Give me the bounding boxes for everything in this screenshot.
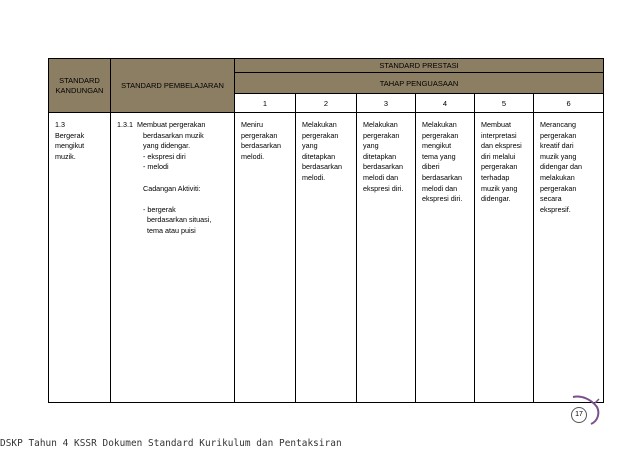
level-3-line: Melakukan <box>363 120 398 129</box>
level-2-line: Melakukan <box>302 120 337 129</box>
level-4-line: berdasarkan <box>422 172 462 182</box>
level-1-line: pergerakan <box>241 130 278 140</box>
level-4-line: diberi <box>422 162 440 172</box>
standards-table <box>48 58 604 403</box>
level-2-line: pergerakan <box>302 130 339 140</box>
level-header-5: 5 <box>475 94 534 113</box>
level-5-line: terhadap <box>481 172 510 182</box>
level-4-line: melodi dan <box>422 183 458 193</box>
page-number: 17 <box>571 407 587 423</box>
level-1-cell <box>235 113 296 403</box>
level-5-line: interpretasi <box>481 130 517 140</box>
level-5-line: dan ekspresi <box>481 141 522 151</box>
level-6-line: pergerakan <box>540 130 577 140</box>
level-5-line: didengar. <box>481 194 511 204</box>
level-4-line: tema yang <box>422 151 456 161</box>
level-3-line: melodi dan <box>363 172 399 182</box>
header-standard-pembelajaran: STANDARD PEMBELAJARAN <box>111 59 235 113</box>
level-6-line: Merancang <box>540 120 576 129</box>
header-standard-prestasi: STANDARD PRESTASI <box>235 59 604 73</box>
level-3-line: pergerakan <box>363 130 400 140</box>
level-1-line: berdasarkan <box>241 141 281 151</box>
level-4-cell <box>416 113 475 403</box>
level-4-line: ekspresi diri. <box>422 194 463 204</box>
level-3-line: berdasarkan <box>363 162 403 172</box>
level-3-line: ekspresi diri. <box>363 183 404 193</box>
level-6-line: melakukan <box>540 172 575 182</box>
kandungan-cell: 1.3 Bergerak mengikut muzik. <box>49 113 111 403</box>
level-3-line: yang <box>363 141 379 151</box>
level-6-line: secara <box>540 194 562 204</box>
header-tahap-penguasaan: TAHAP PENGUASAAN <box>235 73 604 94</box>
level-5-cell <box>475 113 534 403</box>
level-header-3: 3 <box>357 94 416 113</box>
level-5-line: muzik yang <box>481 183 518 193</box>
level-4-line: mengikut <box>422 141 452 151</box>
level-2-line: yang <box>302 141 318 151</box>
level-6-line: muzik yang <box>540 151 577 161</box>
level-1-line: melodi. <box>241 151 265 161</box>
level-6-line: pergerakan <box>540 183 577 193</box>
level-5-line: Membuat <box>481 120 511 129</box>
level-6-line: ekspresif. <box>540 204 571 214</box>
level-header-4: 4 <box>416 94 475 113</box>
footer-text: DSKP Tahun 4 KSSR Dokumen Standard Kurikulum dan Pentaksiran <box>0 438 342 449</box>
level-1-line: Meniru <box>241 120 263 129</box>
pembelajaran-cell: 1.3.1 Membuat pergerakan berdasarkan muzik yang didengar. - ekspresi diri - melodi Cadangan Aktiviti: - bergerak berdasarkan situasi, tema atau puisi <box>111 113 235 403</box>
level-4-line: Melakukan <box>422 120 457 129</box>
level-3-line: ditetapkan <box>363 151 397 161</box>
level-2-line: ditetapkan <box>302 151 336 161</box>
level-5-line: pergerakan <box>481 162 518 172</box>
level-header-2: 2 <box>296 94 357 113</box>
level-3-cell <box>357 113 416 403</box>
level-6-line: didengar dan <box>540 162 582 172</box>
header-standard-kandungan: STANDARD KANDUNGAN <box>49 59 111 113</box>
level-2-line: berdasarkan <box>302 162 342 172</box>
level-2-cell <box>296 113 357 403</box>
level-4-line: pergerakan <box>422 130 459 140</box>
level-6-cell <box>534 113 604 403</box>
level-5-line: diri melalui <box>481 151 516 161</box>
level-header-1: 1 <box>235 94 296 113</box>
level-2-line: melodi. <box>302 172 326 182</box>
level-header-6: 6 <box>534 94 604 113</box>
level-6-line: kreatif dari <box>540 141 574 151</box>
